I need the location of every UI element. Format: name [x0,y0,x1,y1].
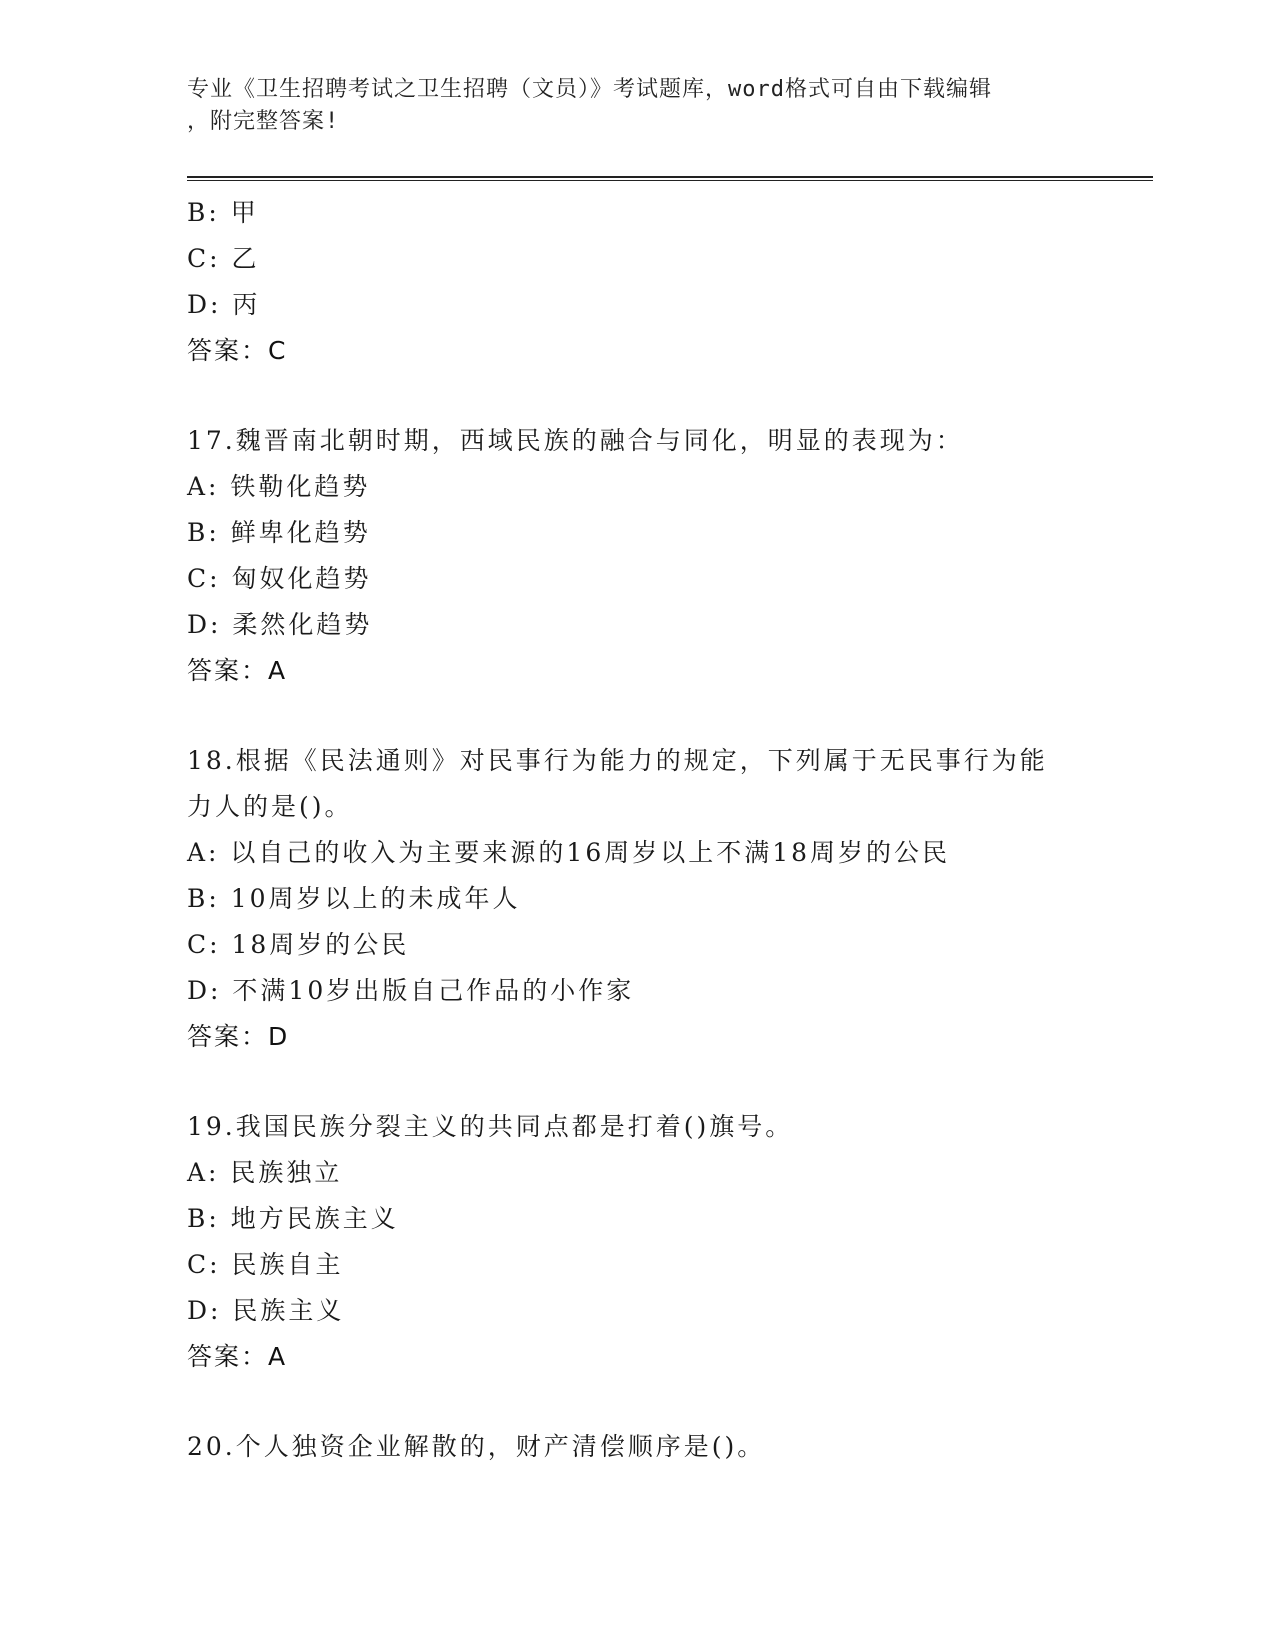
option-d: D: 丙 [187,290,261,319]
question-18 [187,738,1107,1060]
header-title-line2: ，附完整答案! [187,109,340,134]
question-stem: 19.我国民族分裂主义的共同点都是打着()旗号。 [187,1112,794,1141]
option-a: A: 铁勒化趋势 [187,472,371,501]
question-16-continuation [187,190,1107,374]
option-d: D: 不满10岁出版自己作品的小作家 [187,976,635,1005]
option-d: D: 柔然化趋势 [187,610,373,639]
answer-text: 答案：C [187,336,288,365]
question-list [187,190,1107,1470]
option-a: A: 以自己的收入为主要来源的16周岁以上不满18周岁的公民 [187,838,951,867]
option-b: B: 地方民族主义 [187,1204,399,1233]
option-c: C: 18周岁的公民 [187,930,410,959]
document-header [187,74,1067,138]
question-stem: 17.魏晋南北朝时期，西域民族的融合与同化，明显的表现为： [187,426,964,455]
header-divider [187,176,1153,181]
option-b: B: 甲 [187,198,259,227]
question-stem: 20.个人独资企业解散的，财产清偿顺序是()。 [187,1432,766,1461]
question-20 [187,1424,1107,1470]
question-stem-line1: 18.根据《民法通则》对民事行为能力的规定，下列属于无民事行为能 [187,746,1048,775]
option-b: B: 鲜卑化趋势 [187,518,371,547]
answer-text: 答案：A [187,656,288,685]
header-title-line1: 专业《卫生招聘考试之卫生招聘（文员）》考试题库，word格式可自由下载编辑 [187,77,992,102]
option-a: A: 民族独立 [187,1158,343,1187]
option-c: C: 匈奴化趋势 [187,564,372,593]
option-b: B: 10周岁以上的未成年人 [187,884,521,913]
option-c: C: 民族自主 [187,1250,344,1279]
answer-text: 答案：A [187,1342,288,1371]
option-c: C: 乙 [187,244,260,273]
answer-text: 答案：D [187,1022,290,1051]
question-17 [187,418,1107,694]
option-d: D: 民族主义 [187,1296,345,1325]
question-stem-line2: 力人的是()。 [187,792,353,821]
question-19 [187,1104,1107,1380]
